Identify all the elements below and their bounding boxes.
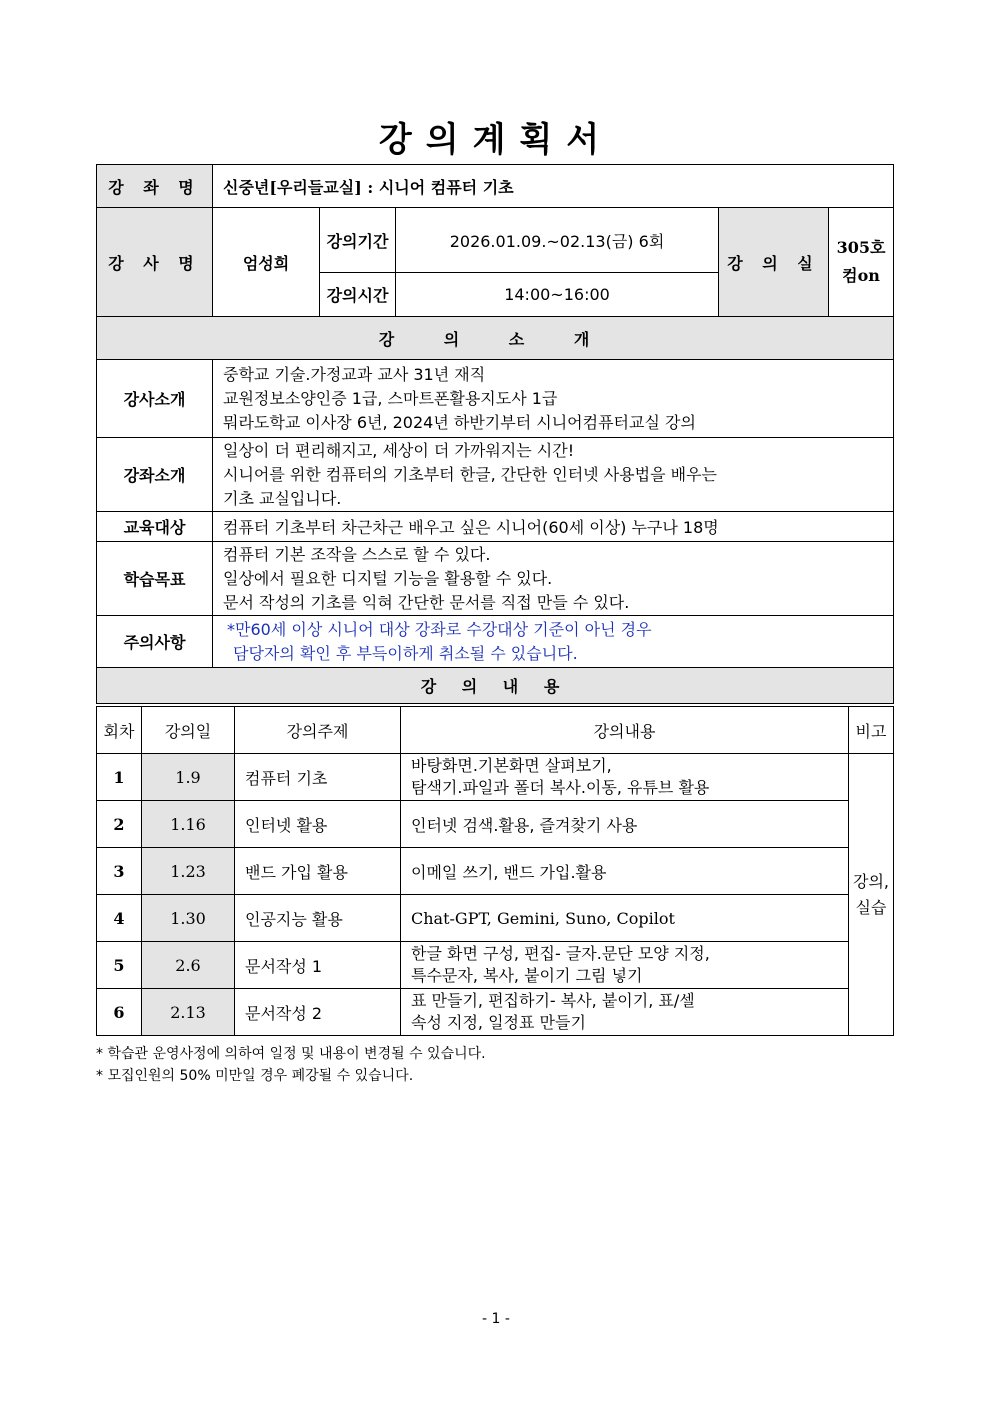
notice-text: *만60세 이상 시니어 대상 강좌로 수강대상 기준이 아닌 경우 담당자의 확인 후 부득이하게 취소될 수 있습니다. (213, 616, 894, 668)
room-value (829, 208, 894, 317)
room-label: 강 의 실 (719, 208, 829, 317)
room-name: 컴on (842, 266, 880, 285)
header-date: 강의일 (142, 707, 235, 754)
session-content: 표 만들기, 편집하기- 복사, 붙이기, 표/셀 속성 지정, 일정표 만들기 (401, 989, 849, 1036)
header-topic: 강의주제 (235, 707, 401, 754)
remark-cell (849, 754, 894, 1036)
session-date: 1.9 (142, 754, 235, 801)
session-no: 1 (97, 754, 142, 801)
table-row (97, 989, 894, 1036)
remark-line: 강의, (853, 871, 889, 891)
intro-section-header: 강 의 소 개 (97, 317, 894, 360)
session-no: 4 (97, 895, 142, 942)
target-value: 컴퓨터 기초부터 차근차근 배우고 싶은 시니어(60세 이상) 누구나 18명 (213, 512, 894, 542)
session-date: 1.23 (142, 848, 235, 895)
session-content: Chat-GPT, Gemini, Suno, Copilot (401, 895, 849, 942)
header-content: 강의내용 (401, 707, 849, 754)
period-value: 2026.01.09.~02.13(금) 6회 (396, 208, 719, 273)
table-row (97, 895, 894, 942)
session-date: 2.13 (142, 989, 235, 1036)
session-topic: 문서작성 2 (235, 989, 401, 1036)
session-topic: 컴퓨터 기초 (235, 754, 401, 801)
instructor-intro-text: 중학교 기술.가정교과 교사 31년 재직 교원정보소양인증 1급, 스마트폰활용지도사 1급 뭐라도학교 이사장 6년, 2024년 하반기부터 시니어컴퓨터교실 강의 (213, 360, 894, 438)
table-row (97, 801, 894, 848)
session-no: 2 (97, 801, 142, 848)
session-topic: 밴드 가입 활용 (235, 848, 401, 895)
content-section-header: 강 의 내 용 (97, 668, 894, 704)
session-topic: 인공지능 활용 (235, 895, 401, 942)
session-content: 인터넷 검색.활용, 즐겨찾기 사용 (401, 801, 849, 848)
instructor-intro-label: 강사소개 (97, 360, 213, 438)
session-date: 2.6 (142, 942, 235, 989)
schedule-table (96, 706, 894, 1036)
notice-label: 주의사항 (97, 616, 213, 668)
header-remark: 비고 (849, 707, 894, 754)
session-content: 바탕화면.기본화면 살펴보기, 탐색기.파일과 폴더 복사.이동, 유튜브 활용 (401, 754, 849, 801)
session-no: 5 (97, 942, 142, 989)
session-date: 1.16 (142, 801, 235, 848)
target-label: 교육대상 (97, 512, 213, 542)
table-row (97, 848, 894, 895)
session-topic: 문서작성 1 (235, 942, 401, 989)
footnote: * 모집인원의 50% 미만일 경우 폐강될 수 있습니다. (96, 1068, 414, 1084)
session-content: 한글 화면 구성, 편집- 글자.문단 모양 지정, 특수문자, 복사, 붙이기 그림 넣기 (401, 942, 849, 989)
time-value: 14:00~16:00 (396, 273, 719, 317)
footnotes (96, 1043, 486, 1087)
period-label: 강의기간 (320, 208, 396, 273)
header-no: 회차 (97, 707, 142, 754)
instructor-name: 엄성희 (213, 208, 320, 317)
course-name-value: 신중년[우리들교실] : 시니어 컴퓨터 기초 (213, 165, 894, 208)
time-label: 강의시간 (320, 273, 396, 317)
session-date: 1.30 (142, 895, 235, 942)
goals-label: 학습목표 (97, 542, 213, 616)
remark-line: 실습 (855, 897, 887, 917)
course-name-label: 강 좌 명 (97, 165, 213, 208)
session-content: 이메일 쓰기, 밴드 가입.활용 (401, 848, 849, 895)
table-row (97, 754, 894, 801)
course-info-table (96, 164, 894, 704)
session-no: 3 (97, 848, 142, 895)
session-topic: 인터넷 활용 (235, 801, 401, 848)
goals-text: 컴퓨터 기본 조작을 스스로 할 수 있다. 일상에서 필요한 디지털 기능을 활용할 수 있다. 문서 작성의 기초를 익혀 간단한 문서를 직접 만들 수 있다. (213, 542, 894, 616)
table-row (97, 942, 894, 989)
page-number: - 1 - (482, 1311, 510, 1327)
instructor-label: 강 사 명 (97, 208, 213, 317)
room-number: 305호 (836, 238, 886, 257)
footnote: * 학습관 운영사정에 의하여 일정 및 내용이 변경될 수 있습니다. (96, 1046, 486, 1062)
session-no: 6 (97, 989, 142, 1036)
course-intro-text: 일상이 더 편리해지고, 세상이 더 가까워지는 시간! 시니어를 위한 컴퓨터의 기초부터 한글, 간단한 인터넷 사용법을 배우는 기초 교실입니다. (213, 438, 894, 512)
page-title: 강의계획서 (378, 120, 614, 160)
course-intro-label: 강좌소개 (97, 438, 213, 512)
